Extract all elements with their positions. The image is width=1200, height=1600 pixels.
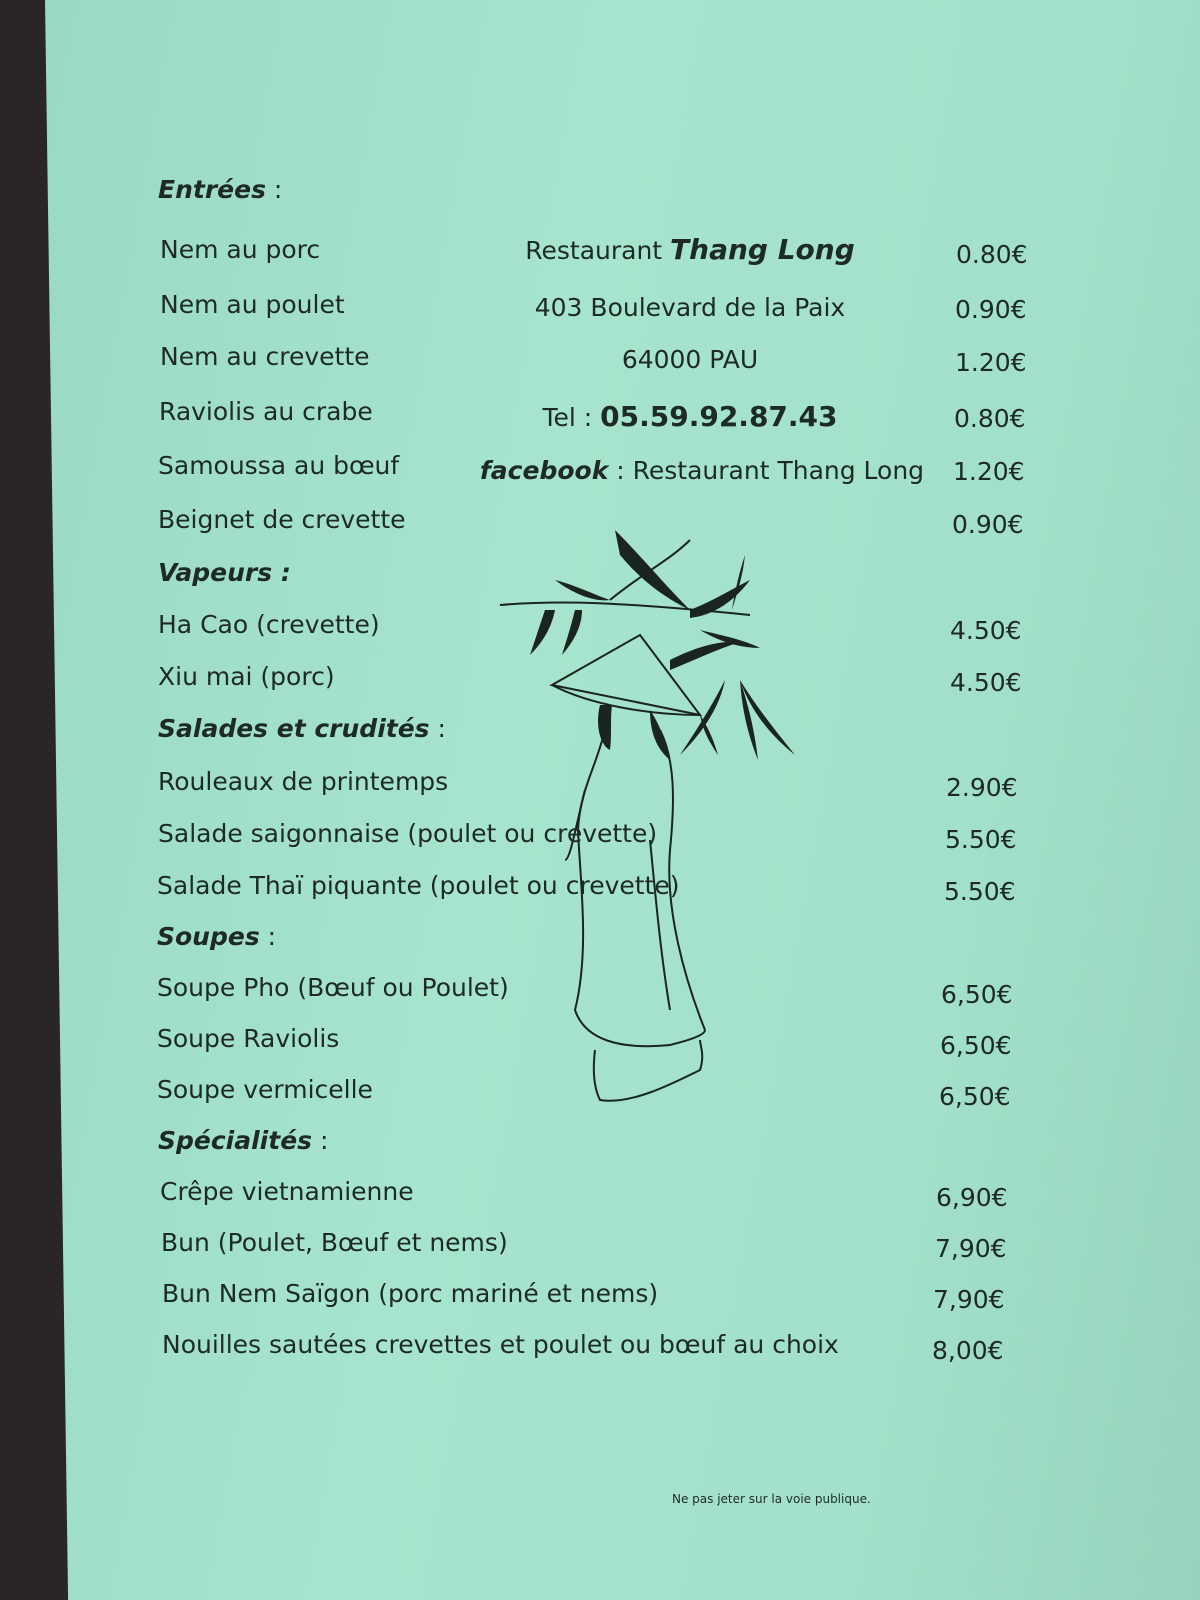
- section-heading-entrees: [158, 175, 282, 204]
- menu-item-price: 1.20€: [955, 348, 1027, 377]
- menu-item-name: Beignet de crevette: [158, 505, 406, 534]
- menu-item-name: Soupe Raviolis: [157, 1024, 340, 1053]
- section-heading-vapeurs: Vapeurs :: [158, 558, 291, 587]
- menu-item-name: Crêpe vietnamienne: [160, 1177, 414, 1206]
- restaurant-city: 64000 PAU: [621, 345, 759, 374]
- section-heading-salades: [158, 714, 446, 743]
- section-heading-soupes: [157, 922, 276, 951]
- menu-item-name: Rouleaux de printemps: [158, 767, 449, 796]
- menu-item-price: 0.80€: [956, 240, 1028, 269]
- menu-item-name: Xiu mai (porc): [158, 662, 335, 691]
- menu-item-name: Nouilles sautées crevettes et poulet ou bœuf au choix: [162, 1330, 839, 1359]
- menu-item-price: 6,50€: [939, 1082, 1011, 1111]
- heading-colon: :: [259, 922, 277, 951]
- restaurant-phone: [440, 400, 940, 433]
- section-heading-specialites: [158, 1126, 328, 1155]
- menu-item-price: 5.50€: [944, 877, 1016, 906]
- menu-item-name: Salade Thaï piquante (poulet ou crevette): [157, 871, 680, 900]
- menu-item-price: 0.90€: [952, 510, 1024, 539]
- restaurant-name: [440, 233, 940, 266]
- menu-item-price: 6,50€: [940, 1031, 1012, 1060]
- menu-item-price: 6,90€: [936, 1183, 1008, 1212]
- menu-item-price: 8,00€: [932, 1336, 1004, 1365]
- restaurant-name-bold: Thang Long: [670, 233, 855, 266]
- menu-item-price: 4.50€: [950, 668, 1022, 697]
- menu-item-name: Bun (Poulet, Bœuf et nems): [161, 1228, 508, 1257]
- restaurant-facebook: [432, 456, 972, 485]
- facebook-value: : Restaurant Thang Long: [608, 456, 925, 485]
- menu-item-price: 6,50€: [941, 980, 1013, 1009]
- menu-item-price: 5.50€: [945, 825, 1017, 854]
- heading-colon: :: [265, 175, 283, 204]
- heading-text: Soupes: [157, 922, 260, 951]
- phone-label: Tel :: [542, 403, 601, 432]
- restaurant-address: 403 Boulevard de la Paix: [534, 293, 846, 322]
- menu-item-name: Salade saigonnaise (poulet ou crevette): [158, 819, 658, 848]
- menu-item-name: Soupe vermicelle: [157, 1075, 373, 1104]
- menu-item-name: Raviolis au crabe: [159, 397, 373, 426]
- heading-colon: :: [429, 714, 446, 743]
- heading-text: Salades et crudités: [158, 714, 430, 743]
- menu-item-name: Samoussa au bœuf: [158, 451, 400, 480]
- footer-notice: Ne pas jeter sur la voie publique.: [672, 1492, 871, 1506]
- menu-item-name: Soupe Pho (Bœuf ou Poulet): [157, 973, 509, 1002]
- menu-item-price: 7,90€: [935, 1234, 1007, 1263]
- menu-item-price: 0.80€: [954, 404, 1026, 433]
- restaurant-name-prefix: Restaurant: [525, 236, 671, 265]
- menu-item-price: 4.50€: [950, 616, 1022, 645]
- facebook-label: facebook: [479, 456, 609, 485]
- menu-item-price: 7,90€: [933, 1285, 1005, 1314]
- menu-item-name: Nem au porc: [160, 235, 321, 264]
- menu-item-price: 0.90€: [955, 295, 1027, 324]
- heading-text: Entrées: [158, 175, 266, 204]
- heading-text: Spécialités: [158, 1126, 313, 1155]
- menu-item-name: Nem au poulet: [160, 290, 345, 319]
- menu-item-name: Nem au crevette: [160, 342, 370, 371]
- phone-number: 05.59.92.87.43: [600, 400, 838, 433]
- menu-item-name: Ha Cao (crevette): [158, 610, 380, 639]
- menu-item-name: Bun Nem Saïgon (porc mariné et nems): [162, 1279, 659, 1308]
- menu-item-price: 1.20€: [953, 457, 1025, 486]
- heading-colon: :: [312, 1126, 329, 1155]
- menu-item-price: 2.90€: [946, 773, 1018, 802]
